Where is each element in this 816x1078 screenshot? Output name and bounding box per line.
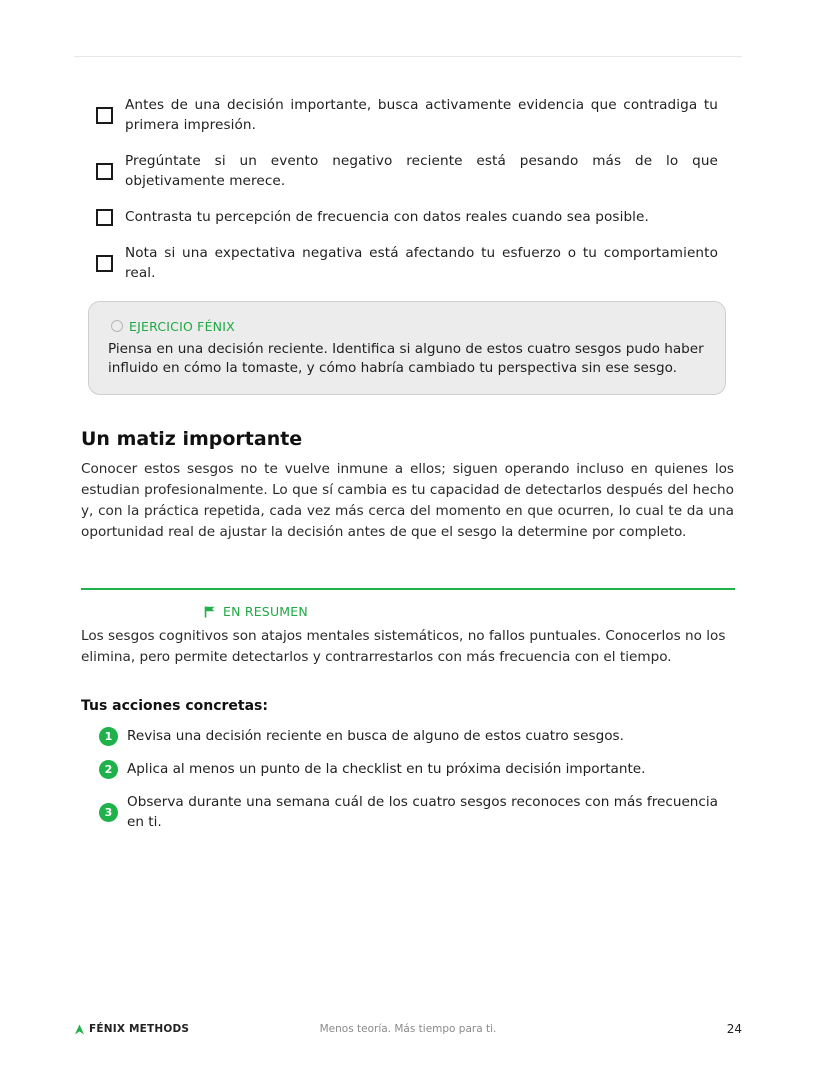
actions-list xyxy=(99,726,718,845)
action-item xyxy=(99,759,718,779)
exercise-label: EJERCICIO FÉNIX xyxy=(129,318,235,334)
summary-divider xyxy=(81,588,735,590)
action-text: Revisa una decisión reciente en busca de alguno de estos cuatro sesgos. xyxy=(127,728,624,744)
lightbulb-icon xyxy=(111,320,123,332)
checklist xyxy=(96,95,718,299)
checkbox-icon[interactable] xyxy=(96,107,113,124)
checklist-item-text: Contrasta tu percepción de frecuencia con datos reales cuando sea posible. xyxy=(125,209,649,225)
section-body: Conocer estos sesgos no te vuelve inmune a ellos; siguen operando incluso en quienes los estudian profesionalmente. Lo que sí cambia es tu capacidad de detectarlos después del hecho y, con la práctica repetida, cada vez más cerca del momento en que ocurren, lo cual te da una oportunidad real de ajustar la decisión antes de que el sesgo la determine por completo. xyxy=(81,461,734,540)
checkbox-icon[interactable] xyxy=(96,163,113,180)
exercise-callout xyxy=(88,301,726,395)
checkbox-icon[interactable] xyxy=(96,255,113,272)
checklist-item-text: Nota si una expectativa negativa está afectando tu esfuerzo o tu comportamiento real. xyxy=(125,245,718,281)
page-footer xyxy=(74,1021,742,1037)
summary-label: EN RESUMEN xyxy=(223,604,308,619)
summary-header xyxy=(204,604,308,619)
footer-tagline: Menos teoría. Más tiempo para ti. xyxy=(319,1023,497,1035)
checklist-item-text: Pregúntate si un evento negativo reciente está pesando más de lo que objetivamente merece. xyxy=(125,153,718,189)
number-badge: 1 xyxy=(99,727,118,746)
action-item xyxy=(99,792,718,832)
action-text: Aplica al menos un punto de la checklist en tu próxima decisión importante. xyxy=(127,761,646,777)
section-title: Un matiz importante xyxy=(81,428,303,450)
flag-icon xyxy=(204,606,216,618)
action-text: Observa durante una semana cuál de los cuatro sesgos reconoces con más frecuencia en ti. xyxy=(127,794,718,830)
checklist-item-text: Antes de una decisión importante, busca activamente evidencia que contradiga tu primera impresión. xyxy=(125,97,718,133)
checklist-item[interactable] xyxy=(96,151,718,191)
page-number: 24 xyxy=(726,1022,742,1036)
summary-body: Los sesgos cognitivos son atajos mentales sistemáticos, no fallos puntuales. Conocerlos no los elimina, pero permite detectarlos y contrarrestarlos con más frecuencia con el tiempo. xyxy=(81,628,726,665)
action-item xyxy=(99,726,718,746)
header-divider xyxy=(74,56,742,57)
exercise-header xyxy=(108,318,707,334)
number-badge: 3 xyxy=(99,803,118,822)
actions-title: Tus acciones concretas: xyxy=(81,698,268,714)
exercise-text: Piensa en una decisión reciente. Identifica si alguno de estos cuatro sesgos pudo haber influido en cómo la tomaste, y cómo habría cambiado tu perspectiva sin ese sesgo. xyxy=(108,341,704,376)
brand-name: FÉNIX METHODS xyxy=(89,1023,190,1035)
checklist-item[interactable] xyxy=(96,243,718,283)
checklist-item[interactable] xyxy=(96,207,718,227)
checkbox-icon[interactable] xyxy=(96,209,113,226)
checklist-item[interactable] xyxy=(96,95,718,135)
number-badge: 2 xyxy=(99,760,118,779)
